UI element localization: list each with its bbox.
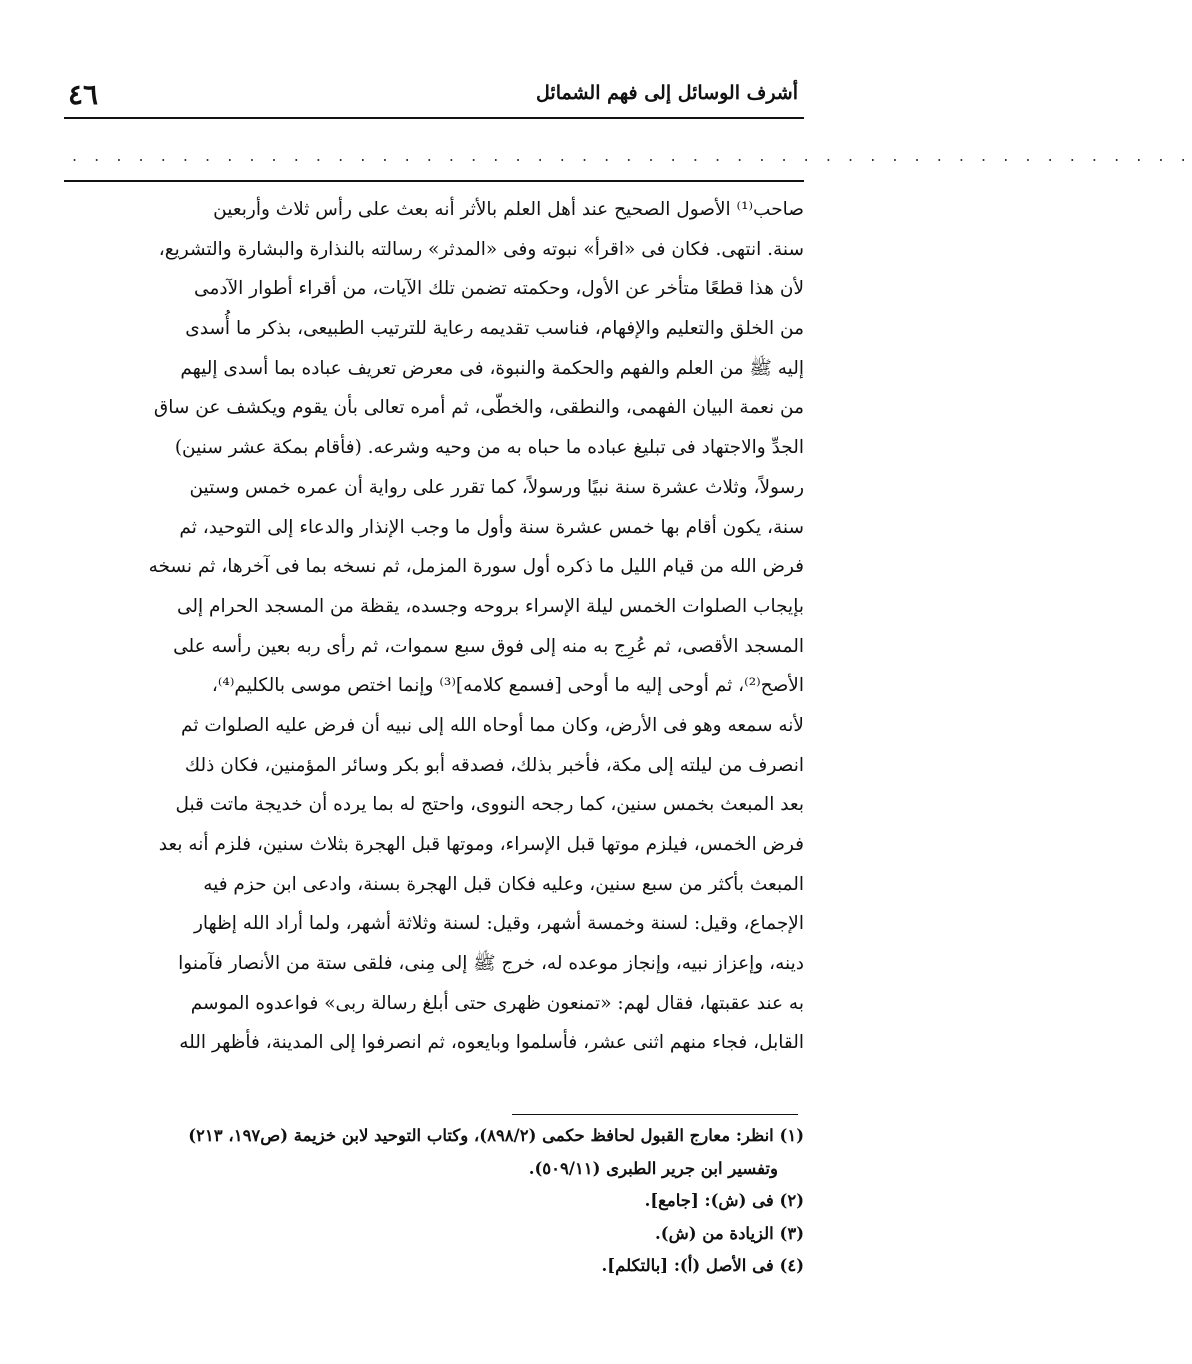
running-title: أشرف الوسائل إلى فهم الشمائل xyxy=(536,82,798,104)
text-line: رسولاً، وثلاث عشرة سنة نبيًا ورسولاً، كما تقرر على رواية أن عمره خمس وستين xyxy=(189,476,804,498)
footnote-1: (١) انظر: معارج القبول لحافظ حكمى (٨٩٨/٢)، وكتاب التوحيد لابن خزيمة (ص١٩٧، ٢١٣) xyxy=(188,1126,804,1145)
text-top-rule xyxy=(64,180,804,182)
footnotes xyxy=(64,1120,804,1283)
main-text xyxy=(64,190,804,1063)
text-line: القابل، فجاء منهم اثنى عشر، فأسلموا وبايعوه، ثم انصرفوا إلى المدينة، فأظهر الله xyxy=(179,1032,804,1054)
text-line: المسجد الأقصى، ثم عُرِج به منه إلى فوق سبع سموات، ثم رأى ربه بعين رأسه على xyxy=(173,635,804,657)
text-line: لأنه سمعه وهو فى الأرض، وكان مما أوحاه الله إلى نبيه أن فرض عليه الصلوات ثم xyxy=(181,714,804,736)
text-line: من نعمة البيان الفهمى، والنطقى، والخطّى، ثم أمره تعالى بأن يقوم ويكشف عن ساق xyxy=(153,397,804,419)
text-line: بإيجاب الصلوات الخمس ليلة الإسراء بروحه وجسده، يقظة من المسجد الحرام إلى xyxy=(176,595,804,617)
text-line: لأن هذا قطعًا متأخر عن الأول، وحكمته تضمن تلك الآيات، من أقراء أطوار الآدمى xyxy=(194,278,804,300)
footnote-rule xyxy=(512,1114,798,1115)
footnote-3: (٣) الزيادة من (ش). xyxy=(655,1223,804,1243)
text-line: الأصح⁽²⁾، ثم أوحى إليه ما أوحى [فسمع كلامه]⁽³⁾ وإنما اختص موسى بالكليم⁽⁴⁾، xyxy=(211,675,804,697)
text-line: صاحب⁽¹⁾ الأصول الصحيح عند أهل العلم بالأثر أنه بعث على رأس ثلاث وأربعين xyxy=(213,199,804,220)
dotted-separator: . . . . . . . . . . . . . . . . . . . . . . . . . . . . . . . . . . . . . . . . . . . . . . . . . . . xyxy=(72,146,1192,165)
text-line: إليه ﷺ من العلم والفهم والحكمة والنبوة، فى معرض تعريف عباده بما أسدى إليهم xyxy=(180,357,804,379)
text-line: الإجماع، وقيل: لسنة وخمسة أشهر، وقيل: لسنة وثلاثة أشهر، ولما أراد الله إظهار xyxy=(193,913,804,935)
text-line: به عند عقبتها، فقال لهم: «تمنعون ظهرى حتى أبلغ رسالة ربى» فواعدوه الموسم xyxy=(190,992,804,1014)
text-line: دينه، وإعزاز نبيه، وإنجاز موعده له، خرج ﷺ إلى مِنى، فلقى ستة من الأنصار فآمنوا xyxy=(178,953,804,975)
text-line: سنة، يكون أقام بها خمس عشرة سنة وأول ما وجب الإنذار والدعاء إلى التوحيد، ثم xyxy=(179,516,804,538)
text-line: سنة. انتهى. فكان فى «اقرأ» نبوته وفى «المدثر» رسالته بالنذارة والبشارة والتشريع، xyxy=(158,238,804,260)
text-line: من الخلق والتعليم والإفهام، فناسب تقديمه رعاية للترتيب الطبيعى، بذكر ما أُسدى xyxy=(185,318,804,340)
page-number: ٤٦ xyxy=(68,78,99,111)
text-line: انصرف من ليلته إلى مكة، فأخبر بذلك، فصدقه أبو بكر وسائر المؤمنين، فكان ذلك xyxy=(184,754,804,776)
text-line: فرض الخمس، فيلزم موتها قبل الإسراء، وموتها قبل الهجرة بثلاث سنين، فلزم أنه بعد xyxy=(158,834,804,855)
footnote-1-continued: وتفسير ابن جرير الطبرى (٥٠٩/١١). xyxy=(528,1158,778,1178)
text-line: المبعث بأكثر من سبع سنين، وعليه فكان قبل الهجرة بسنة، وادعى ابن حزم فيه xyxy=(203,873,804,895)
text-line: بعد المبعث بخمس سنين، كما رجحه النووى، واحتج له بما يرده أن خديجة ماتت قبل xyxy=(175,794,804,816)
text-line: الجدِّ والاجتهاد فى تبليغ عباده ما حباه به من وحيه وشرعه. (فأقام بمكة عشر سنين) xyxy=(174,437,804,459)
header-rule xyxy=(64,117,804,119)
footnote-4: (٤) فى الأصل (أ): [بالتكلم]. xyxy=(601,1256,804,1275)
footnote-2: (٢) فى (ش): [جامع]. xyxy=(644,1191,804,1210)
text-line: فرض الله من قيام الليل ما ذكره أول سورة المزمل، ثم نسخه بما فى آخرها، ثم نسخه xyxy=(148,556,804,578)
running-header xyxy=(64,72,804,112)
